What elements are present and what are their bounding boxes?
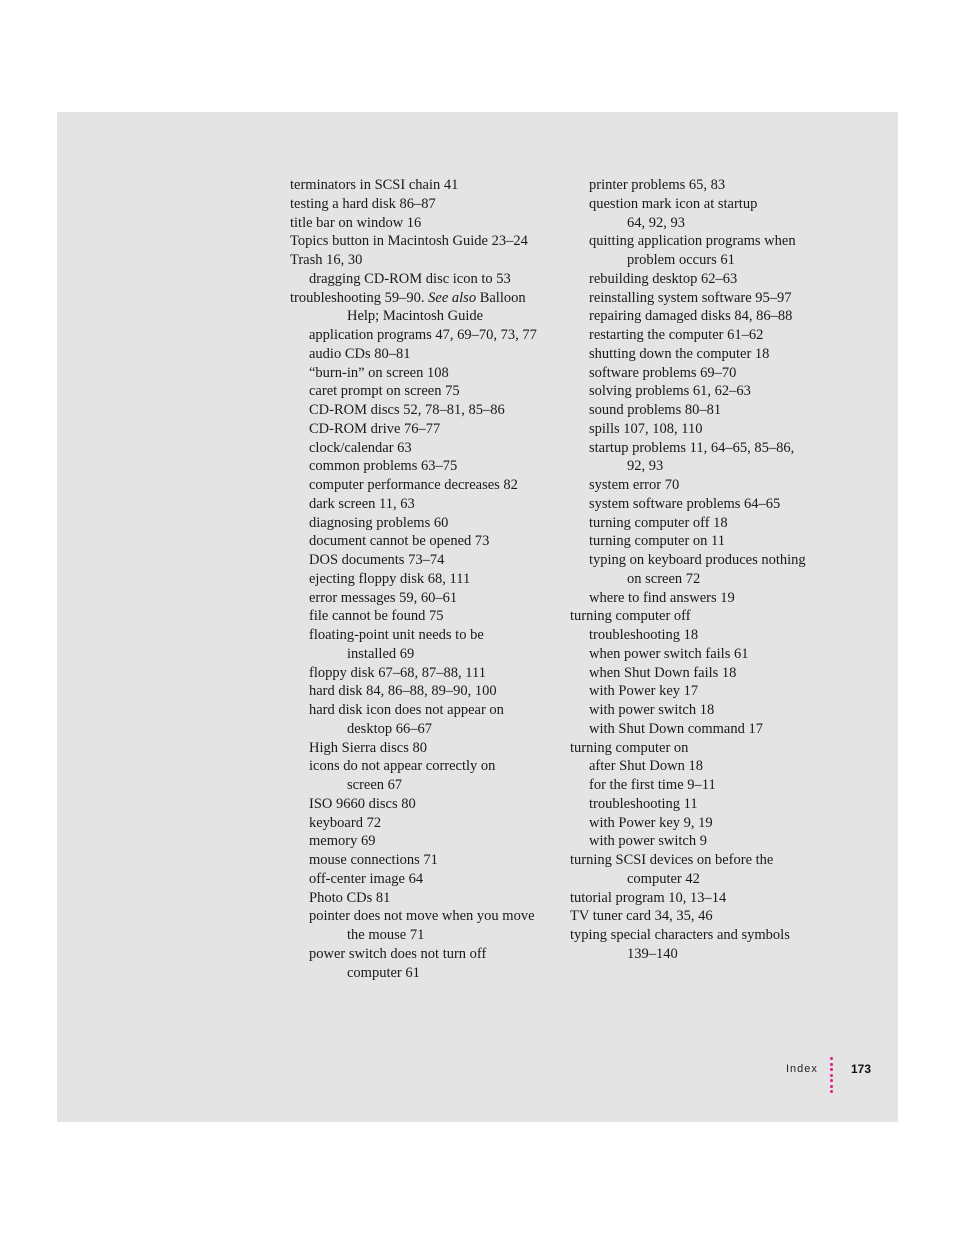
index-entry <box>290 682 537 701</box>
index-entry <box>570 176 806 195</box>
index-entry <box>290 532 537 551</box>
index-entry-line: repairing damaged disks 84, 86–88 <box>589 308 793 325</box>
index-entry-line: document cannot be opened 73 <box>309 533 490 550</box>
index-entry-continuation: screen 67 <box>347 777 403 793</box>
index-entry <box>570 232 806 270</box>
index-entry-line: turning computer on <box>570 739 689 756</box>
index-entry-line: power switch does not turn off <box>309 945 487 962</box>
index-entry-line: dragging CD-ROM disc icon to 53 <box>309 270 511 287</box>
index-entry <box>570 889 806 908</box>
index-entry <box>570 607 806 626</box>
index-entry <box>570 645 806 664</box>
index-entry-line: turning SCSI devices on before the <box>570 852 774 868</box>
index-entry-line: common problems 63–75 <box>309 458 458 475</box>
index-entry-line: with power switch 18 <box>589 702 715 718</box>
index-entry <box>290 232 537 251</box>
index-entry-line: ejecting floppy disk 68, 111 <box>309 570 471 587</box>
index-entry-line: file cannot be found 75 <box>309 608 444 625</box>
footer-dotted-divider <box>830 1057 834 1095</box>
index-entry-continuation: the mouse 71 <box>347 927 425 943</box>
index-entry <box>570 401 806 420</box>
index-entry <box>290 664 537 683</box>
index-entry-line: system error 70 <box>589 477 680 493</box>
index-entry-line: when Shut Down fails 18 <box>589 664 737 681</box>
index-entry-line: tutorial program 10, 13–14 <box>570 889 727 906</box>
index-entry-line: floating-point unit needs to be <box>309 627 484 643</box>
index-entry-line: quitting application programs when <box>589 233 796 250</box>
index-entry-line: ISO 9660 discs 80 <box>309 795 416 812</box>
index-entry-line: error messages 59, 60–61 <box>309 589 458 606</box>
index-entry-line: terminators in SCSI chain 41 <box>290 177 459 193</box>
index-entry-line: clock/calendar 63 <box>309 439 412 456</box>
index-entry <box>290 345 537 364</box>
index-entry-line: with Power key 17 <box>589 683 699 700</box>
index-entry-continuation: problem occurs 61 <box>627 252 735 268</box>
index-entry-line: caret prompt on screen 75 <box>309 383 460 400</box>
index-entry-line: DOS documents 73–74 <box>309 552 445 568</box>
index-entry <box>290 476 537 495</box>
index-entry-line: CD-ROM discs 52, 78–81, 85–86 <box>309 402 505 418</box>
index-entry <box>290 214 537 233</box>
index-entry <box>290 439 537 458</box>
index-entry-line: troubleshooting 11 <box>589 795 698 812</box>
index-entry-line: “burn-in” on screen 108 <box>309 364 449 381</box>
page-number: 173 <box>851 1062 872 1076</box>
index-entry-line: turning computer on 11 <box>589 533 725 550</box>
index-entry-continuation: desktop 66–67 <box>347 720 432 737</box>
index-entry-line: Trash 16, 30 <box>290 252 363 268</box>
index-entry <box>290 514 537 533</box>
index-entry <box>570 345 806 364</box>
index-entry <box>570 514 806 533</box>
index-entry <box>290 401 537 420</box>
index-entry <box>570 270 806 289</box>
index-entry <box>290 176 537 195</box>
index-entry-line: startup problems 11, 64–65, 85–86, <box>589 439 795 456</box>
index-entry <box>290 907 537 945</box>
index-entry-line: shutting down the computer 18 <box>589 345 770 362</box>
index-entry <box>570 195 806 233</box>
index-entry-line: with Shut Down command 17 <box>589 720 763 737</box>
index-entry <box>290 326 537 345</box>
index-entry-line: off-center image 64 <box>309 870 424 887</box>
index-entry <box>570 832 806 851</box>
index-entry-line: High Sierra discs 80 <box>309 739 427 756</box>
index-entry <box>570 757 806 776</box>
index-entry-line: troubleshooting 59–90. See also Balloon <box>290 289 526 306</box>
index-entry-line: system software problems 64–65 <box>589 495 781 512</box>
index-entry <box>570 495 806 514</box>
index-entry <box>570 701 806 720</box>
index-entry <box>570 907 806 926</box>
index-entry <box>570 289 806 308</box>
index-entry-line: software problems 69–70 <box>589 364 737 381</box>
index-entry <box>290 251 537 270</box>
index-entry-line: hard disk icon does not appear on <box>309 702 504 718</box>
index-entry <box>290 851 537 870</box>
index-column-right <box>570 176 806 964</box>
index-entry-continuation: 64, 92, 93 <box>627 214 685 231</box>
index-page <box>57 112 898 1122</box>
index-entry <box>570 532 806 551</box>
index-entry <box>290 289 537 327</box>
index-entry <box>570 382 806 401</box>
index-entry-line: reinstalling system software 95–97 <box>589 289 792 306</box>
index-entry-continuation: on screen 72 <box>627 570 701 587</box>
index-entry <box>570 551 806 589</box>
index-entry <box>290 739 537 758</box>
index-entry-line: memory 69 <box>309 833 376 850</box>
index-entry-line: keyboard 72 <box>309 814 382 831</box>
index-entry-line: title bar on window 16 <box>290 214 422 231</box>
index-entry-continuation: Help; Macintosh Guide <box>347 308 484 325</box>
index-entry-line: solving problems 61, 62–63 <box>589 383 751 400</box>
index-entry <box>290 832 537 851</box>
index-entry-line: audio CDs 80–81 <box>309 345 411 362</box>
index-entry-line: after Shut Down 18 <box>589 758 703 775</box>
index-entry-line: Topics button in Macintosh Guide 23–24 <box>290 233 528 250</box>
index-entry-line: when power switch fails 61 <box>589 645 749 662</box>
footer-section-label: Index <box>786 1063 818 1075</box>
index-entry <box>290 814 537 833</box>
index-entry-line: where to find answers 19 <box>589 589 735 606</box>
index-entry-line: computer performance decreases 82 <box>309 477 518 493</box>
index-entry <box>290 382 537 401</box>
index-entry <box>570 439 806 477</box>
index-entry-continuation: 92, 93 <box>627 458 664 475</box>
index-entry-line: spills 107, 108, 110 <box>589 420 703 437</box>
index-entry <box>290 795 537 814</box>
index-entry-line: with Power key 9, 19 <box>589 814 713 831</box>
index-entry-line: mouse connections 71 <box>309 852 438 868</box>
index-entry-line: restarting the computer 61–62 <box>589 327 764 343</box>
index-entry <box>290 757 537 795</box>
index-entry <box>290 589 537 608</box>
index-entry-line: pointer does not move when you move <box>309 908 535 925</box>
index-entry <box>290 195 537 214</box>
index-entry-line: hard disk 84, 86–88, 89–90, 100 <box>309 683 497 700</box>
index-entry-line: TV tuner card 34, 35, 46 <box>570 908 713 925</box>
index-entry-line: floppy disk 67–68, 87–88, 111 <box>309 664 486 681</box>
index-entry-line: question mark icon at startup <box>589 195 758 212</box>
index-entry <box>570 364 806 383</box>
index-entry <box>290 495 537 514</box>
index-entry-continuation: computer 61 <box>347 964 420 981</box>
index-entry-line: diagnosing problems 60 <box>309 514 449 531</box>
index-entry <box>570 476 806 495</box>
index-entry-continuation: installed 69 <box>347 645 415 662</box>
index-entry-line: icons do not appear correctly on <box>309 758 496 775</box>
index-entry-line: printer problems 65, 83 <box>589 177 726 193</box>
index-entry <box>570 664 806 683</box>
index-entry <box>290 570 537 589</box>
index-entry <box>570 776 806 795</box>
index-entry <box>570 720 806 739</box>
index-entry-line: Photo CDs 81 <box>309 889 391 906</box>
index-entry <box>570 326 806 345</box>
index-entry <box>290 701 537 739</box>
index-entry-line: testing a hard disk 86–87 <box>290 195 436 212</box>
index-entry <box>570 851 806 889</box>
index-entry-line: turning computer off <box>570 608 691 625</box>
index-entry <box>290 626 537 664</box>
index-entry-line: CD-ROM drive 76–77 <box>309 420 441 437</box>
index-entry-line: rebuilding desktop 62–63 <box>589 270 738 287</box>
index-entry <box>570 589 806 608</box>
index-entry-line: sound problems 80–81 <box>589 402 722 418</box>
index-entry <box>570 814 806 833</box>
index-entry <box>570 739 806 758</box>
index-entry <box>290 270 537 289</box>
index-entry <box>290 945 537 983</box>
index-entry-line: application programs 47, 69–70, 73, 77 <box>309 327 537 343</box>
index-entry <box>290 607 537 626</box>
index-entry <box>290 457 537 476</box>
index-entry <box>570 926 806 964</box>
index-entry <box>570 626 806 645</box>
index-entry <box>290 551 537 570</box>
index-entry <box>570 682 806 701</box>
index-entry-line: dark screen 11, 63 <box>309 495 415 512</box>
index-column-left <box>290 176 537 982</box>
index-entry <box>570 307 806 326</box>
index-entry <box>570 420 806 439</box>
index-entry-line: typing on keyboard produces nothing <box>589 552 806 568</box>
index-entry <box>290 420 537 439</box>
index-entry <box>290 364 537 383</box>
index-entry-line: troubleshooting 18 <box>589 627 699 643</box>
index-entry-line: with power switch 9 <box>589 833 707 850</box>
index-entry-line: typing special characters and symbols <box>570 927 790 943</box>
index-entry-continuation: 139–140 <box>627 945 678 962</box>
index-entry-continuation: computer 42 <box>627 870 700 887</box>
index-entry-line: for the first time 9–11 <box>589 777 716 793</box>
index-entry <box>290 889 537 908</box>
index-entry <box>570 795 806 814</box>
index-entry-line: turning computer off 18 <box>589 514 728 531</box>
index-entry <box>290 870 537 889</box>
